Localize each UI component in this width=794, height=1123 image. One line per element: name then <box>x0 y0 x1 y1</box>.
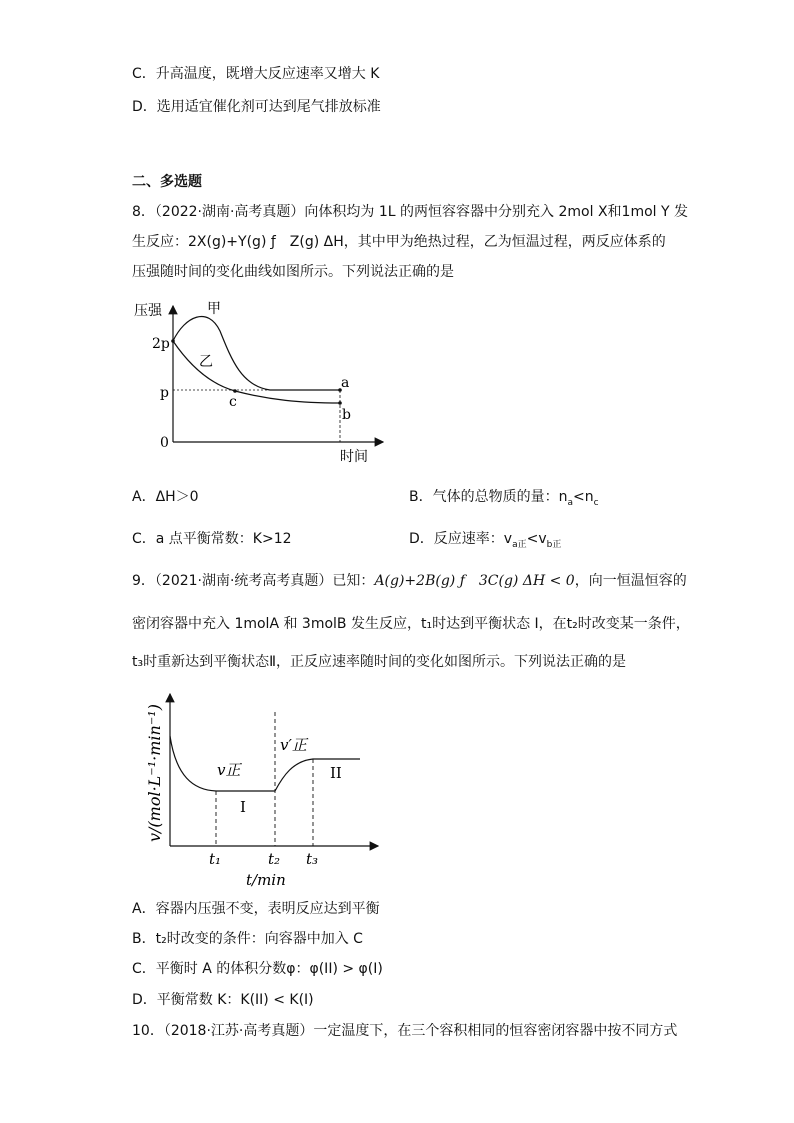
q9-x-label: t/min <box>246 871 286 889</box>
q9-tick-t2: t₂ <box>268 850 281 868</box>
q8-tick-2p: 2p <box>152 336 170 352</box>
q9-rate-figure <box>138 686 384 892</box>
q9-option-d: D．平衡常数 K：K(II) < K(I) <box>132 992 314 1008</box>
q8-x-label: 时间 <box>340 449 368 465</box>
q9-tick-t1: t₁ <box>209 850 222 868</box>
q7-option-d: D．选用适宜催化剂可达到尾气排放标准 <box>132 99 381 115</box>
q9-y-label: v/(mol·L⁻¹·min⁻¹) <box>145 704 164 842</box>
section-title: 二、多选题 <box>132 174 202 190</box>
q9-tick-t3: t₃ <box>306 850 319 868</box>
q9-label-vzheng: v正 <box>217 761 241 779</box>
q8-option-a: A．ΔH＞0 <box>132 489 199 505</box>
q8-origin: 0 <box>160 435 169 451</box>
q8-label-jia: 甲 <box>207 301 221 317</box>
q8-option-c: C．a 点平衡常数：K>12 <box>132 531 292 547</box>
q8-point-c: c <box>229 394 237 410</box>
q8-curve-yi <box>173 341 340 403</box>
q8-option-b: B．气体的总物质的量：$n_a<n_c$ <box>409 489 599 508</box>
q8-label-yi: 乙 <box>199 354 213 370</box>
q8-stem-line3: 压强随时间的变化曲线如图所示。下列说法正确的是 <box>132 264 454 280</box>
q7-option-c: C．升高温度，既增大反应速率又增大 K <box>132 66 380 82</box>
q8-point-b: b <box>342 407 351 423</box>
q10-stem-line1: 10．（2018·江苏·高考真题）一定温度下，在三个容积相同的恒容密闭容器中按不同方式 <box>132 1023 678 1039</box>
q9-region-1: I <box>240 798 246 816</box>
q9-option-a: A．容器内压强不变，表明反应达到平衡 <box>132 901 380 917</box>
q9-label-vzheng-prime: v′正 <box>280 736 307 754</box>
q9-option-b: B．t₂时改变的条件：向容器中加入 C <box>132 931 363 947</box>
q9-region-2: II <box>330 764 342 782</box>
q8-stem-line2: 生反应：2X(g)+Y(g) ƒ Z(g) ΔH，其中甲为绝热过程，乙为恒温过程，两反应体系的 <box>132 234 666 250</box>
q9-option-c: C．平衡时 A 的体积分数φ：φ(II) > φ(I) <box>132 961 383 977</box>
q9-stem-line1: 9．（2021·湖南·统考高考真题）已知：A(g)+2B(g) ƒ 3C(g) ΔH < 0，向一恒温恒容的 <box>132 573 687 589</box>
q8-option-d: D．反应速率：$v_{a正}<v_{b正}$ <box>409 531 562 550</box>
q8-pressure-figure <box>130 296 390 468</box>
q9-stem-line2: 密闭容器中充入 1molA 和 3molB 发生反应，t₁时达到平衡状态 I，在t₂时改变某一条件， <box>132 616 690 632</box>
q9-stem-line3: t₃时重新达到平衡状态Ⅱ，正反应速率随时间的变化如图所示。下列说法正确的是 <box>132 654 626 670</box>
q8-y-label: 压强 <box>134 303 162 319</box>
q8-tick-p: p <box>160 385 169 401</box>
q8-stem-line1: 8．（2022·湖南·高考真题）向体积均为 1L 的两恒容容器中分别充入 2mol X和1mol Y 发 <box>132 204 688 220</box>
q8-point-a: a <box>341 375 350 391</box>
